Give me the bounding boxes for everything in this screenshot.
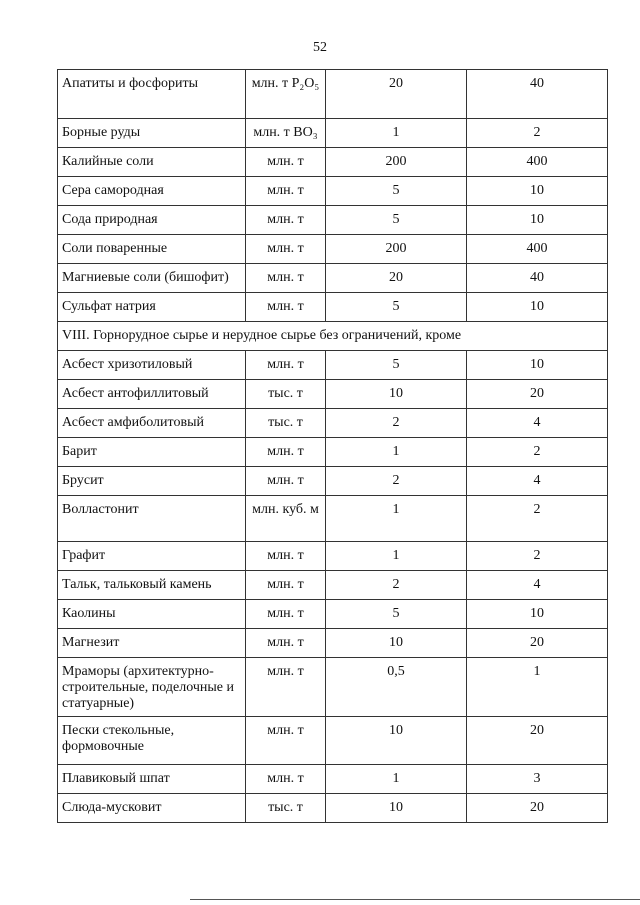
material-name-cell: Апатиты и фосфориты [58,70,246,119]
unit-cell: млн. т [246,467,326,496]
material-name-cell: Борные руды [58,119,246,148]
value-cell-1: 5 [326,206,467,235]
material-name-cell: Сера самородная [58,177,246,206]
material-name-cell: Калийные соли [58,148,246,177]
value-cell-2: 400 [467,235,608,264]
value-cell-1: 1 [326,765,467,794]
table-row [58,264,608,293]
unit-cell: млн. т [246,571,326,600]
value-cell-2: 10 [467,293,608,322]
value-cell-1: 20 [326,70,467,119]
material-name-cell: Магниевые соли (бишофит) [58,264,246,293]
value-cell-2: 2 [467,119,608,148]
table-row [58,206,608,235]
table-row [58,629,608,658]
value-cell-2: 10 [467,206,608,235]
unit-cell: млн. т [246,177,326,206]
value-cell-2: 400 [467,148,608,177]
value-cell-1: 1 [326,496,467,542]
table-row [58,293,608,322]
value-cell-2: 20 [467,794,608,823]
unit-cell: тыс. т [246,794,326,823]
material-name-cell: Сульфат натрия [58,293,246,322]
table-row [58,409,608,438]
value-cell-2: 10 [467,600,608,629]
table-row [58,467,608,496]
material-name-cell: Соли поваренные [58,235,246,264]
value-cell-1: 200 [326,148,467,177]
material-name-cell: Асбест хризотиловый [58,351,246,380]
value-cell-2: 40 [467,264,608,293]
value-cell-2: 20 [467,717,608,765]
table-row [58,177,608,206]
value-cell-2: 2 [467,496,608,542]
material-name-cell: Каолины [58,600,246,629]
table-row [58,380,608,409]
table-row [58,794,608,823]
unit-cell: млн. т [246,206,326,235]
value-cell-1: 5 [326,293,467,322]
table-row [58,496,608,542]
material-name-cell: Барит [58,438,246,467]
unit-cell: млн. т [246,717,326,765]
material-name-cell: Мраморы (архитектурно-строительные, поделочные и статуарные) [58,658,246,717]
value-cell-2: 2 [467,542,608,571]
value-cell-1: 5 [326,177,467,206]
value-cell-2: 10 [467,351,608,380]
value-cell-2: 1 [467,658,608,717]
unit-cell: млн. т BO₃ [246,119,326,148]
value-cell-2: 4 [467,409,608,438]
value-cell-1: 2 [326,409,467,438]
unit-cell: млн. т [246,438,326,467]
value-cell-2: 3 [467,765,608,794]
value-cell-1: 2 [326,467,467,496]
table-row [58,600,608,629]
unit-cell: млн. т [246,542,326,571]
material-name-cell: Графит [58,542,246,571]
value-cell-1: 10 [326,794,467,823]
material-name-cell: Сода природная [58,206,246,235]
value-cell-1: 5 [326,351,467,380]
unit-cell: тыс. т [246,380,326,409]
value-cell-1: 10 [326,717,467,765]
unit-cell: млн. т [246,765,326,794]
value-cell-1: 10 [326,629,467,658]
unit-cell: млн. т P₂O₅ [246,70,326,119]
value-cell-2: 4 [467,571,608,600]
value-cell-1: 1 [326,542,467,571]
unit-cell: млн. т [246,235,326,264]
table-row [58,438,608,467]
table-row [58,571,608,600]
unit-cell: млн. т [246,351,326,380]
value-cell-1: 1 [326,438,467,467]
table-row [58,542,608,571]
material-name-cell: Тальк, тальковый камень [58,571,246,600]
unit-cell: млн. т [246,600,326,629]
value-cell-1: 0,5 [326,658,467,717]
value-cell-1: 20 [326,264,467,293]
unit-cell: млн. т [246,658,326,717]
value-cell-2: 4 [467,467,608,496]
table-row [58,717,608,765]
table-row [58,351,608,380]
material-name-cell: Асбест амфиболитовый [58,409,246,438]
unit-cell: млн. т [246,264,326,293]
value-cell-1: 200 [326,235,467,264]
value-cell-1: 1 [326,119,467,148]
table-row [58,119,608,148]
resource-table [57,69,608,823]
material-name-cell: Слюда-мусковит [58,794,246,823]
unit-cell: млн. т [246,148,326,177]
material-name-cell: Магнезит [58,629,246,658]
page-number: 52 [313,40,327,55]
value-cell-1: 10 [326,380,467,409]
unit-cell: млн. т [246,629,326,658]
unit-cell: млн. куб. м [246,496,326,542]
bottom-rule [190,899,640,900]
value-cell-2: 2 [467,438,608,467]
material-name-cell: Брусит [58,467,246,496]
value-cell-2: 20 [467,629,608,658]
material-name-cell: Пески стекольные, формовочные [58,717,246,765]
material-name-cell: Волластонит [58,496,246,542]
unit-cell: млн. т [246,293,326,322]
value-cell-2: 40 [467,70,608,119]
table-row [58,70,608,119]
table-body [58,70,608,823]
section-heading: VIII. Горнорудное сырье и нерудное сырье без ограничений, кроме [58,322,608,351]
material-name-cell: Асбест антофиллитовый [58,380,246,409]
table-row [58,235,608,264]
value-cell-1: 2 [326,571,467,600]
value-cell-2: 10 [467,177,608,206]
value-cell-1: 5 [326,600,467,629]
section-row [58,322,608,351]
material-name-cell: Плавиковый шпат [58,765,246,794]
table-row [58,658,608,717]
unit-cell: тыс. т [246,409,326,438]
value-cell-2: 20 [467,380,608,409]
table-row [58,765,608,794]
table-row [58,148,608,177]
